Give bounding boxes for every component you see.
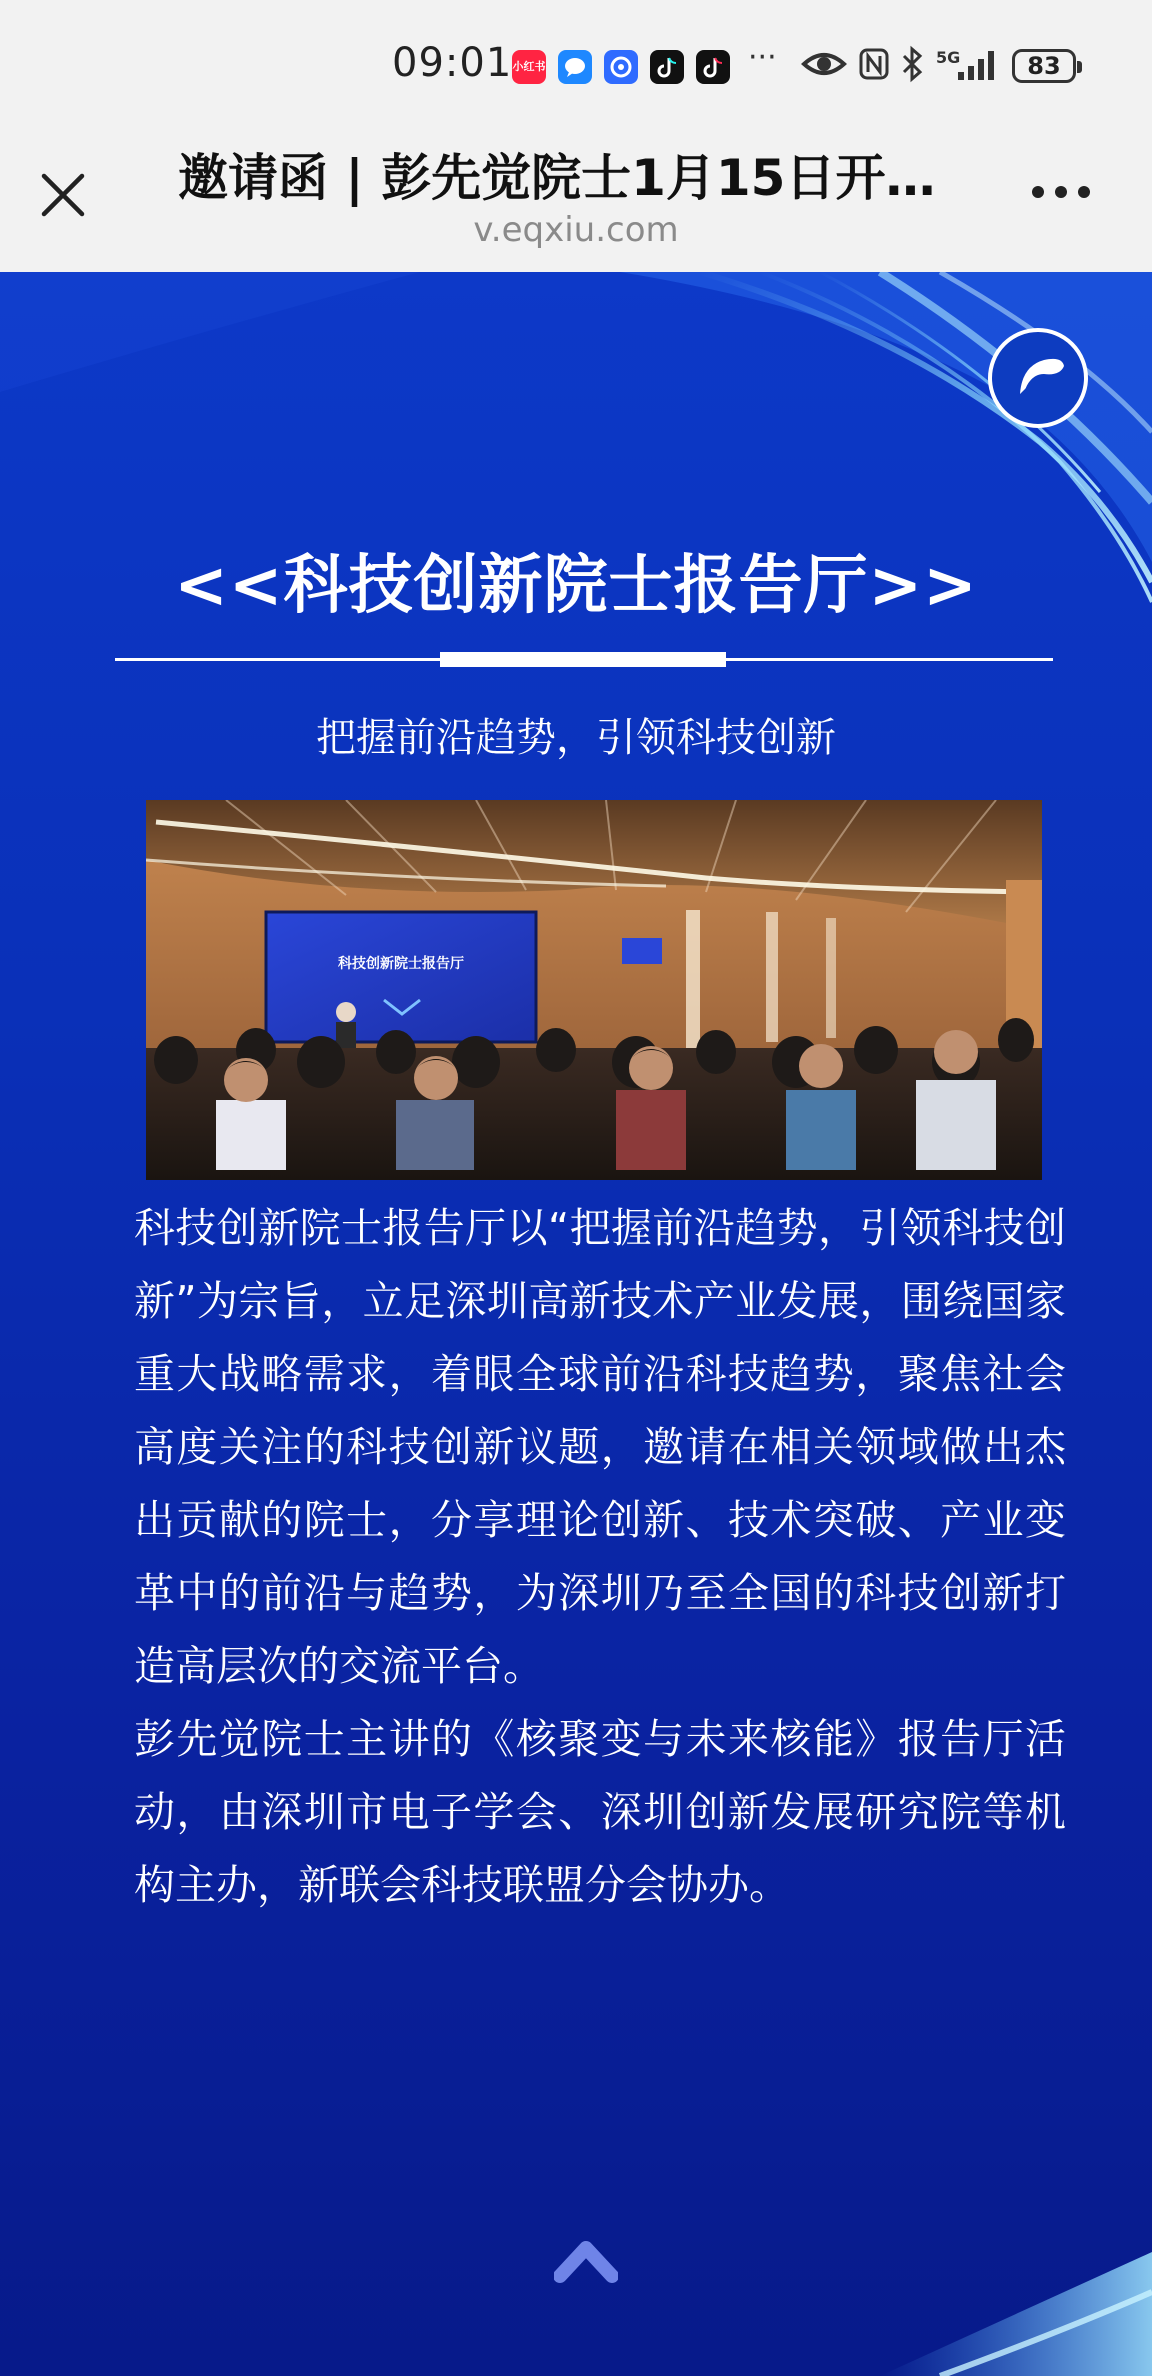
browser-title-bar	[0, 130, 1152, 272]
battery-indicator: 83	[1012, 49, 1076, 83]
eye-icon	[800, 44, 848, 84]
message-icon	[558, 50, 592, 84]
paragraph-intro: 科技创新院士报告厅以“把握前沿趋势，引领科技创新”为宗旨，立足深圳高新技术产业发展，围绕国家重大战略需求，着眼全球前沿科技趋势，聚焦社会高度关注的科技创新议题，邀请在相关领域做出杰出贡献的院士，分享理论创新、技术突破、产业变革中的前沿与趋势，为深圳乃至全国的科技创新打造高层次的交流平台。	[134, 1204, 1066, 1690]
organizer-logo	[988, 328, 1088, 428]
signal-icon	[956, 44, 1002, 84]
nfc-icon	[858, 44, 890, 84]
tiktok-icon-2	[696, 50, 730, 84]
scroll-up-arrow-icon[interactable]	[554, 2236, 618, 2286]
logo-mark-icon	[992, 332, 1084, 424]
status-bar	[0, 0, 1152, 130]
paragraph-event: 彭先觉院士主讲的《核聚变与未来核能》报告厅活动，由深圳市电子学会、深圳创新发展研究院等机构主办，新联会科技联盟分会协办。	[134, 1715, 1066, 1909]
invitation-page[interactable]	[0, 272, 1152, 2376]
hall-title: <<科技创新院士报告厅>>	[174, 549, 978, 623]
title-divider-accent	[440, 652, 726, 667]
app-blue-icon	[604, 50, 638, 84]
event-photo	[146, 800, 1042, 1180]
event-description	[134, 1192, 1066, 1922]
page-title: 邀请函 | 彭先觉院士1月15日开…	[178, 149, 936, 207]
page-host: v.eqxiu.com	[473, 210, 679, 250]
more-options-icon[interactable]	[1030, 182, 1092, 202]
xiaohongshu-icon: 小红书	[512, 50, 546, 84]
photo-screen-text: 科技创新院士报告厅	[338, 956, 464, 972]
bluetooth-icon	[898, 44, 926, 84]
network-type: 5G	[936, 48, 961, 67]
status-time: 09:01	[392, 40, 513, 86]
more-notifications-icon: ···	[748, 40, 777, 75]
hall-slogan: 把握前沿趋势，引领科技创新	[316, 715, 836, 761]
tiktok-icon	[650, 50, 684, 84]
